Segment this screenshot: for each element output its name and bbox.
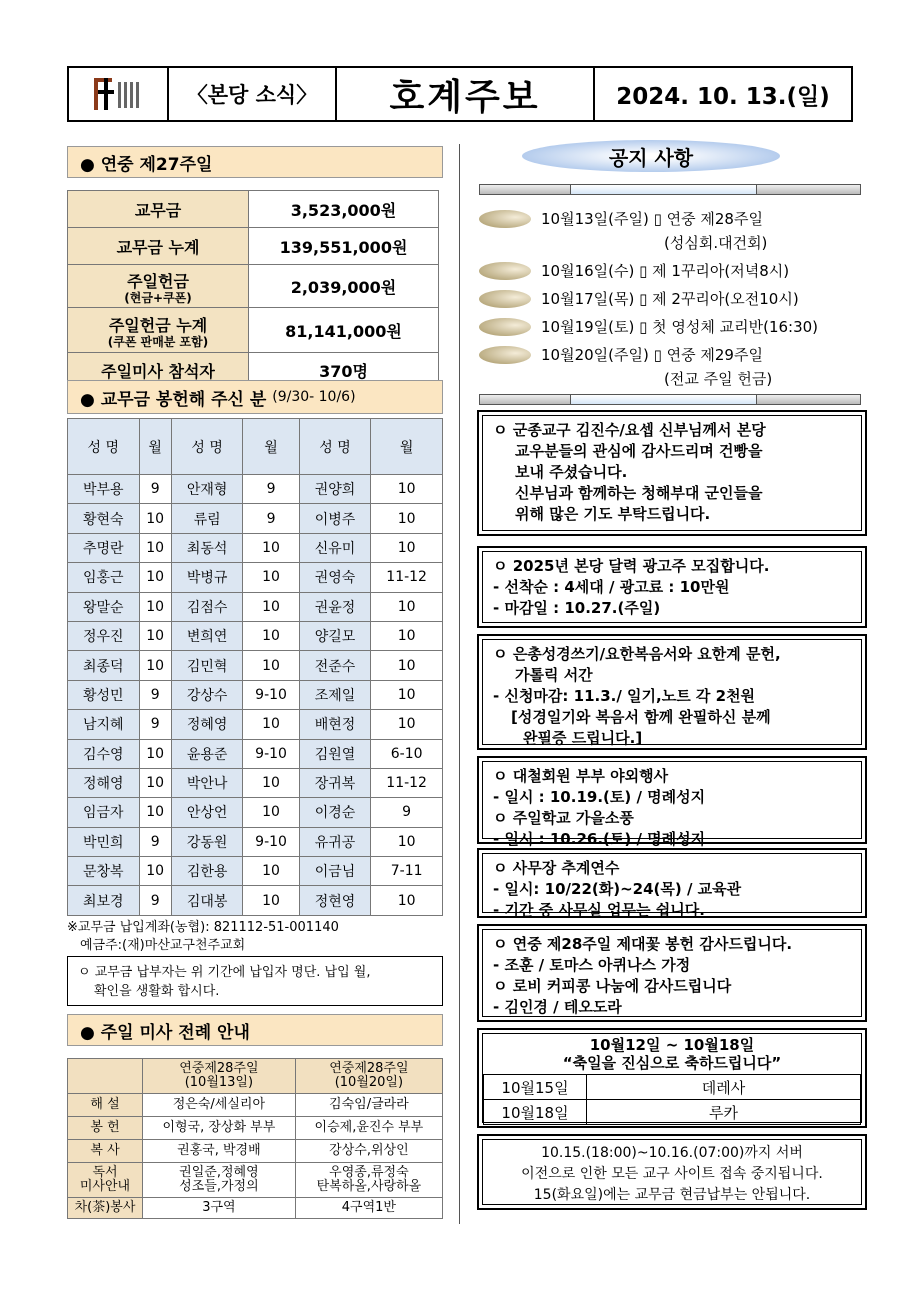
- cell: 우영종,류정숙 탄복하올,사랑하올: [295, 1163, 442, 1198]
- donor-name: 추명란: [68, 533, 140, 562]
- table-row: [68, 798, 443, 827]
- donor-name: 최동석: [171, 533, 243, 562]
- donor-month: 11-12: [371, 768, 443, 797]
- cell: 권홍국, 박경배: [143, 1140, 296, 1163]
- donor-month: 10: [139, 798, 171, 827]
- donor-month: 10: [243, 798, 299, 827]
- donor-month: 10: [243, 768, 299, 797]
- donor-name: 이경순: [299, 798, 371, 827]
- notice-line: - 기간 중 사무실 업무는 쉽니다.: [493, 901, 705, 919]
- notice-line: 가톨릭 서간: [515, 666, 593, 684]
- server-notice: [482, 1139, 862, 1205]
- cell: 권일준,정혜영 성조들,가정의: [143, 1163, 296, 1198]
- notice-scrollbar-bottom[interactable]: [479, 394, 861, 405]
- mass-table: [67, 1058, 443, 1219]
- col-header: [295, 1059, 442, 1094]
- donor-name: 최종덕: [68, 651, 140, 680]
- table-row: [68, 857, 443, 886]
- row-value: 3,523,000원: [249, 191, 439, 228]
- donor-month: 10: [139, 504, 171, 533]
- table-row: [68, 621, 443, 650]
- donor-month: 10: [371, 621, 443, 650]
- donor-name: 권윤정: [299, 592, 371, 621]
- donor-month: 10: [139, 739, 171, 768]
- donor-name: 정혜영: [171, 710, 243, 739]
- bulletin-title: 호계주보: [337, 68, 595, 120]
- donor-name: 권양희: [299, 475, 371, 504]
- feast-date: 10월15일: [484, 1075, 587, 1100]
- row-sublabel: (현금+쿠폰): [124, 290, 192, 305]
- cross-logo-icon: [92, 74, 144, 114]
- empty-cell: [68, 1059, 143, 1094]
- row-value: 2,039,000원: [249, 265, 439, 308]
- notice-box-bible: [477, 634, 867, 750]
- notice-line: - 선착순 : 4세대 / 광고료 : 10만원: [493, 578, 730, 596]
- donor-month: 10: [371, 827, 443, 856]
- parish-logo: [69, 68, 169, 120]
- donor-month: 9: [139, 475, 171, 504]
- donor-name: 김수영: [68, 739, 140, 768]
- row-label: 차(茶)봉사: [68, 1198, 143, 1219]
- server-notice-box: [477, 1134, 867, 1210]
- notice-line: 신부님과 함께하는 청해부대 군인들을: [515, 484, 763, 502]
- donor-name: 최보경: [68, 886, 140, 915]
- donor-name: 변희연: [171, 621, 243, 650]
- notice-box-events: [477, 756, 867, 848]
- bullet-icon: [479, 262, 531, 280]
- table-row: [68, 563, 443, 592]
- notice-line: 완필증 드립니다.]: [523, 729, 643, 747]
- donor-name: 강상수: [171, 680, 243, 709]
- donors-period: (9/30- 10/6): [272, 389, 356, 405]
- donor-month: 9-10: [243, 680, 299, 709]
- donor-name: 이금님: [299, 857, 371, 886]
- table-row: [68, 1094, 443, 1117]
- bullet-icon: [479, 290, 531, 308]
- donor-month: 10: [139, 857, 171, 886]
- notice-line: 교우분들의 관심에 감사드리며 건빵을: [515, 442, 763, 460]
- notice-box-training: [477, 848, 867, 918]
- donor-note: [67, 956, 443, 1006]
- donor-name: 강동원: [171, 827, 243, 856]
- row-label: 주일미사 참석자: [101, 361, 215, 381]
- notice-text: 10월19일(토) ▯ 첫 영성체 교리반(16:30): [541, 318, 819, 336]
- donor-name: 정우진: [68, 621, 140, 650]
- note-line: 확인을 생활화 합시다.: [94, 984, 220, 999]
- notice-box-calendar: [477, 546, 867, 628]
- account-holder: 예금주:(재)마산교구천주교회: [80, 938, 246, 953]
- table-row: [68, 1198, 443, 1219]
- donor-month: 10: [371, 504, 443, 533]
- col-name: 성 명: [299, 419, 371, 475]
- row-sublabel: (쿠폰 판매분 포함): [107, 334, 209, 349]
- donor-name: 김점수: [171, 592, 243, 621]
- donor-name: 유귀공: [299, 827, 371, 856]
- col-month: 월: [139, 419, 171, 475]
- row-label: 주일헌금: [127, 271, 189, 291]
- notice-title: 공지 사항: [522, 140, 780, 172]
- donor-month: 10: [243, 533, 299, 562]
- mass-heading: ● 주일 미사 전례 안내: [67, 1014, 443, 1046]
- table-row: [68, 827, 443, 856]
- notice-line: ㅇ 은총성경쓰기/요한복음서와 요한계 문헌,: [493, 645, 781, 663]
- notice-line: ㅇ 사무장 추계연수: [493, 859, 620, 877]
- donor-month: 10: [371, 533, 443, 562]
- donor-name: 김민혁: [171, 651, 243, 680]
- notice-line: - 신청마감: 11.3./ 일기,노트 각 2천원: [493, 687, 756, 705]
- donor-month: 9-10: [243, 739, 299, 768]
- notice-box-military: [477, 410, 867, 536]
- notice-text: 10월20일(주일) ▯ 연중 제29주일: [541, 346, 763, 364]
- bullet-icon: [479, 318, 531, 336]
- feast-message: “축일을 진심으로 축하드립니다”: [562, 1054, 782, 1072]
- donor-name: 윤용준: [171, 739, 243, 768]
- donor-name: 왕말순: [68, 592, 140, 621]
- donor-name: 조제일: [299, 680, 371, 709]
- weekly-table: [67, 190, 439, 388]
- donor-month: 10: [371, 886, 443, 915]
- donor-month: 9: [139, 710, 171, 739]
- notice-line: ㅇ 연중 제28주일 제대꽃 봉헌 감사드립니다.: [493, 935, 793, 953]
- donor-name: 전준수: [299, 651, 371, 680]
- donor-month: 9: [139, 827, 171, 856]
- donor-name: 박병규: [171, 563, 243, 592]
- notice-text: 10월13일(주일) ▯ 연중 제28주일: [541, 210, 763, 228]
- table-row: [484, 1075, 861, 1100]
- cell: 3구역: [143, 1198, 296, 1219]
- table-row: [484, 1100, 861, 1125]
- donor-month: 7-11: [371, 857, 443, 886]
- donor-month: 9: [243, 475, 299, 504]
- cell: 이승제,윤진수 부부: [295, 1117, 442, 1140]
- table-row: [68, 592, 443, 621]
- donor-month: 10: [139, 533, 171, 562]
- donor-name: 안상언: [171, 798, 243, 827]
- donor-month: 10: [243, 563, 299, 592]
- donor-name: 박민희: [68, 827, 140, 856]
- table-row: [68, 739, 443, 768]
- donor-month: 11-12: [371, 563, 443, 592]
- donor-month: 9: [139, 886, 171, 915]
- server-line: 10.15.(18:00)~10.16.(07:00)까지 서버: [541, 1145, 803, 1161]
- donor-month: 10: [371, 710, 443, 739]
- notice-text: 10월16일(수) ▯ 제 1꾸리아(저녁8시): [541, 262, 790, 280]
- table-row: [68, 768, 443, 797]
- row-label: 독서 미사안내: [68, 1163, 143, 1198]
- donor-name: 임금자: [68, 798, 140, 827]
- donor-month: 9: [139, 680, 171, 709]
- notice-item: [479, 316, 818, 337]
- row-label: 교무금: [134, 200, 182, 220]
- row-label: 주일헌금 누계: [108, 315, 208, 335]
- column-divider: [459, 144, 460, 1224]
- notice-sub: (전교 주일 헌금): [664, 370, 773, 388]
- donor-month: 10: [371, 475, 443, 504]
- feast-name: 데레사: [587, 1075, 861, 1100]
- cell: 정은숙/세실리아: [143, 1094, 296, 1117]
- col-month: 월: [371, 419, 443, 475]
- notice-sub: (성심회.대건회): [664, 234, 768, 252]
- scroll-thumb[interactable]: [570, 395, 757, 404]
- notice-box-thanks: [477, 924, 867, 1022]
- donor-month: 6-10: [371, 739, 443, 768]
- donor-month: 10: [371, 680, 443, 709]
- donor-month: 10: [243, 886, 299, 915]
- table-row: [68, 308, 439, 353]
- feast-table: [483, 1074, 861, 1125]
- donor-month: 10: [243, 857, 299, 886]
- donor-name: 이병주: [299, 504, 371, 533]
- cell: 4구역1반: [295, 1198, 442, 1219]
- cell: 강상수,위상인: [295, 1140, 442, 1163]
- donor-month: 10: [139, 651, 171, 680]
- donor-month: 9-10: [243, 827, 299, 856]
- notice-line: - 일시: 10/22(화)~24(목) / 교육관: [493, 880, 742, 898]
- col-date: (10월13일): [184, 1075, 254, 1090]
- bulletin-date: 2024. 10. 13.(일): [616, 83, 830, 110]
- notice-scrollbar-top[interactable]: [479, 184, 861, 195]
- cell: 이형국, 장상화 부부: [143, 1117, 296, 1140]
- donor-name: 정현영: [299, 886, 371, 915]
- donor-month: 9: [371, 798, 443, 827]
- note-line: ㅇ 교무금 납부자는 위 기간에 납입자 명단. 납입 월,: [78, 965, 371, 980]
- donor-name: 류림: [171, 504, 243, 533]
- notice-line: - 일시 : 10.19.(토) / 명례성지: [493, 788, 706, 806]
- row-label: 복 사: [68, 1140, 143, 1163]
- feast-date: 10월18일: [484, 1100, 587, 1125]
- table-row: [68, 710, 443, 739]
- donor-month: 10: [139, 768, 171, 797]
- notice-line: [성경일기와 복음서 함께 완필하신 분께: [511, 708, 771, 726]
- donor-name: 김대봉: [171, 886, 243, 915]
- row-label: 봉 헌: [68, 1117, 143, 1140]
- col-month: 월: [243, 419, 299, 475]
- feast-range: 10월12일 ~ 10월18일: [589, 1036, 755, 1054]
- donor-month: 10: [243, 651, 299, 680]
- notice-line: - 조훈 / 토마스 아퀴나스 가정: [493, 956, 691, 974]
- donor-month: 10: [139, 563, 171, 592]
- table-row: [68, 533, 443, 562]
- donors-title: ● 교무금 봉헌해 주신 분: [80, 389, 267, 410]
- donor-month: 10: [243, 592, 299, 621]
- row-value: 370명: [249, 353, 439, 388]
- donor-month: 10: [371, 592, 443, 621]
- donor-name: 신유미: [299, 533, 371, 562]
- donor-month: 10: [139, 592, 171, 621]
- account-info: ※교무금 납입계좌(농협): 821112-51-001140: [67, 920, 339, 935]
- donor-name: 문창복: [68, 857, 140, 886]
- table-row: [68, 504, 443, 533]
- bullet-icon: [479, 346, 531, 364]
- col-name: 성 명: [68, 419, 140, 475]
- table-row: [68, 191, 439, 228]
- donor-month: 10: [139, 621, 171, 650]
- table-row: [68, 228, 439, 265]
- notice-item: [479, 288, 799, 309]
- donor-name: 배현정: [299, 710, 371, 739]
- notice-line: ㅇ 로비 커피콩 나눔에 감사드립니다: [493, 977, 732, 995]
- donor-month: 10: [243, 710, 299, 739]
- table-row: [68, 1117, 443, 1140]
- table-row: [68, 651, 443, 680]
- donor-month: 10: [371, 651, 443, 680]
- row-label: 해 설: [68, 1094, 143, 1117]
- col-title: 연중제28주일: [329, 1061, 409, 1076]
- notice-text: 10월17일(목) ▯ 제 2꾸리아(오전10시): [541, 290, 799, 308]
- table-row: [68, 1163, 443, 1198]
- table-row: [68, 265, 439, 308]
- donor-name: 황성민: [68, 680, 140, 709]
- cell: 김숙임/글라라: [295, 1094, 442, 1117]
- row-label: 교무금 누계: [116, 237, 200, 257]
- table-row: [68, 475, 443, 504]
- server-line: 15(화요일)에는 교무금 현금납부는 안됩니다.: [533, 1187, 811, 1203]
- col-header: [143, 1059, 296, 1094]
- notice-line: 위해 많은 기도 부탁드립니다.: [515, 505, 711, 523]
- bulletin-header: [67, 66, 853, 122]
- donor-name: 박안나: [171, 768, 243, 797]
- col-date: (10월20일): [334, 1075, 404, 1090]
- section-label: 〈본당 소식〉: [169, 68, 337, 120]
- donor-table: [67, 418, 443, 916]
- table-row: [68, 1059, 443, 1094]
- donor-name: 황현숙: [68, 504, 140, 533]
- notice-line: ㅇ 2025년 본당 달력 광고주 모집합니다.: [493, 557, 770, 575]
- notice-line: ㅇ 주일학교 가을소풍: [493, 809, 634, 827]
- donor-name: 남지혜: [68, 710, 140, 739]
- donor-name: 장귀복: [299, 768, 371, 797]
- row-value: 139,551,000원: [249, 228, 439, 265]
- donor-name: 정해영: [68, 768, 140, 797]
- donor-month: 9: [243, 504, 299, 533]
- notice-line: ㅇ 대철회원 부부 야외행사: [493, 767, 669, 785]
- table-row: [68, 680, 443, 709]
- table-row: [68, 1140, 443, 1163]
- notice-item: [479, 208, 763, 229]
- feast-name: 루카: [587, 1100, 861, 1125]
- donor-name: 김원열: [299, 739, 371, 768]
- notice-item: [479, 344, 763, 365]
- col-name: 성 명: [171, 419, 243, 475]
- notice-line: - 김인경 / 테오도라: [493, 998, 622, 1016]
- col-title: 연중제28주일: [179, 1061, 259, 1076]
- notice-line: ㅇ 군종교구 김진수/요셉 신부님께서 본당: [493, 421, 766, 439]
- notice-line: - 일시 : 10.26.(토) / 명례성지: [493, 830, 706, 848]
- notice-line: - 마감일 : 10.27.(주일): [493, 599, 661, 617]
- notice-line: 보내 주셨습니다.: [515, 463, 628, 481]
- donor-name: 임홍근: [68, 563, 140, 592]
- donor-name: 양길모: [299, 621, 371, 650]
- row-value: 81,141,000원: [249, 308, 439, 353]
- donors-heading: [67, 380, 443, 414]
- donor-name: 김한용: [171, 857, 243, 886]
- donor-name: 안재형: [171, 475, 243, 504]
- weekly-heading: ● 연중 제27주일: [67, 146, 443, 178]
- donor-month: 10: [243, 621, 299, 650]
- server-line: 이전으로 인한 모든 교구 사이트 접속 중지됩니다.: [521, 1166, 823, 1182]
- feast-box: [477, 1028, 867, 1128]
- donor-name: 박부용: [68, 475, 140, 504]
- bullet-icon: [479, 210, 531, 228]
- table-row: [68, 886, 443, 915]
- notice-item: [479, 260, 789, 281]
- donor-name: 권영숙: [299, 563, 371, 592]
- scroll-thumb[interactable]: [570, 185, 757, 194]
